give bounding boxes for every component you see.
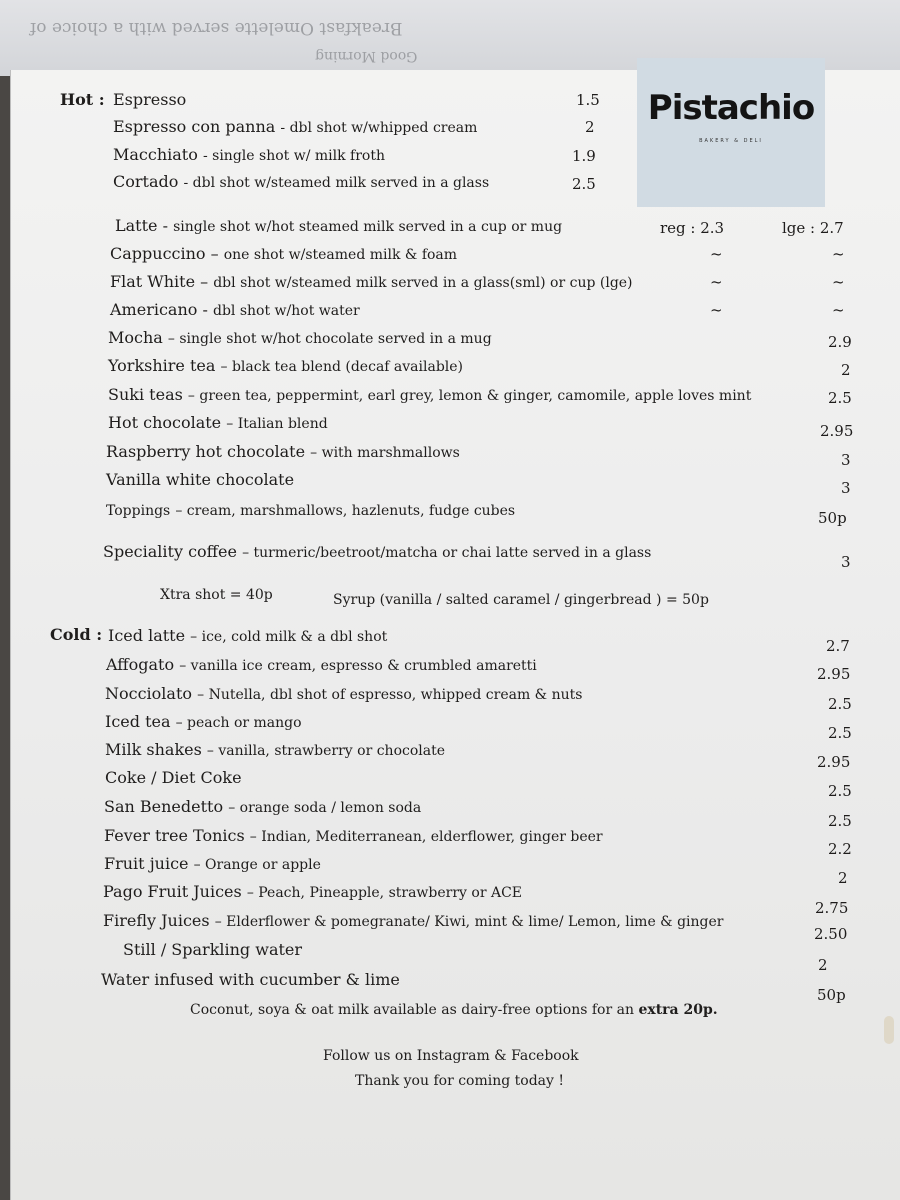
item-price: 2.2	[828, 840, 852, 858]
item-desc: – Peach, Pineapple, strawberry or ACE	[246, 885, 523, 901]
logo-tagline: BAKERY & DELI	[699, 138, 763, 144]
item-desc: – with marshmallows	[310, 445, 460, 461]
menu-item	[110, 244, 457, 265]
back-sheet-text: Breakfast Omelette served with a choice of	[30, 18, 403, 38]
item-name: Mocha	[108, 328, 163, 347]
item-desc: – turmeric/beetroot/matcha or chai latte served in a glass	[242, 545, 652, 561]
item-name: Yorkshire tea	[108, 356, 216, 375]
menu-item	[108, 413, 328, 434]
item-name: Vanilla white chocolate	[106, 470, 295, 489]
item-price: 2.5	[572, 175, 596, 193]
menu-item	[106, 500, 515, 521]
social-note: Follow us on Instagram & Facebook	[323, 1048, 579, 1064]
hot-heading: Hot :	[60, 90, 105, 109]
item-name: Cortado	[113, 172, 179, 191]
item-name: Flat White –	[110, 272, 209, 291]
item-name: Milk shakes	[105, 740, 202, 759]
item-name: Espresso	[113, 90, 187, 109]
item-name: Iced tea	[105, 712, 171, 731]
item-desc: – vanilla, strawberry or chocolate	[206, 743, 446, 759]
item-name: Coke / Diet Coke	[105, 768, 242, 787]
menu-item	[105, 712, 302, 733]
menu-item	[108, 385, 751, 406]
item-desc: – vanilla ice cream, espresso & crumbled amaretti	[179, 658, 537, 674]
item-name: Raspberry hot chocolate	[106, 442, 306, 461]
logo	[637, 58, 825, 207]
item-desc: – Elderflower & pomegranate/ Kiwi, mint & lime/ Lemon, lime & ginger	[214, 914, 724, 930]
menu-item	[110, 272, 633, 293]
item-desc: dbl shot w/steamed milk served in a glass(sml) or cup (lge)	[213, 275, 633, 291]
item-price: 3	[841, 479, 851, 497]
menu-item	[113, 117, 477, 138]
item-price: 50p	[818, 509, 847, 527]
menu-item	[103, 542, 651, 563]
paper-stain	[884, 1016, 894, 1044]
syrup-note: Syrup (vanilla / salted caramel / gingerbread ) = 50p	[333, 592, 709, 608]
thanks-note: Thank you for coming today !	[355, 1073, 565, 1089]
item-name: Speciality coffee	[103, 542, 237, 561]
item-desc: – ice, cold milk & a dbl shot	[190, 629, 388, 645]
item-desc: – cream, marshmallows, hazlenuts, fudge cubes	[175, 503, 516, 519]
menu-item	[113, 145, 385, 166]
menu-item	[105, 684, 582, 705]
logo-name: Pistachio	[647, 88, 815, 128]
item-price: 2.5	[828, 724, 852, 742]
item-price-lge: ~	[832, 301, 845, 319]
menu-item	[104, 854, 321, 875]
menu-item	[104, 826, 603, 847]
menu-item	[103, 911, 724, 932]
item-name: Americano -	[110, 300, 208, 319]
item-desc: dbl shot w/hot water	[212, 303, 360, 319]
item-price: 2.5	[828, 389, 852, 407]
item-name: Water infused with cucumber & lime	[101, 970, 400, 989]
item-name: Macchiato	[113, 145, 198, 164]
item-price: 2.5	[828, 695, 852, 713]
item-desc: – black tea blend (decaf available)	[220, 359, 464, 375]
item-name: Still / Sparkling water	[123, 940, 303, 959]
item-desc: one shot w/steamed milk & foam	[223, 247, 458, 263]
item-price: 2.5	[828, 812, 852, 830]
size-label-reg: reg : 2.3	[660, 219, 725, 237]
item-price: 2.9	[828, 333, 852, 351]
item-name: Suki teas	[108, 385, 183, 404]
dairy-free-text: Coconut, soya & oat milk available as dairy-free options for an	[190, 1002, 634, 1018]
item-price: 2	[585, 118, 595, 136]
item-name: Latte -	[115, 216, 168, 235]
item-price-lge: ~	[832, 245, 845, 263]
item-price: 2.95	[817, 665, 851, 683]
item-price-reg: ~	[710, 273, 723, 291]
item-desc: – Indian, Mediterranean, elderflower, ginger beer	[249, 829, 603, 845]
item-price: 50p	[817, 986, 846, 1004]
item-desc: - dbl shot w/steamed milk served in a glass	[183, 175, 490, 191]
dairy-free-extra: extra 20p.	[638, 1002, 718, 1018]
item-name: Affogato	[106, 655, 175, 674]
menu-item	[106, 655, 537, 676]
item-desc: single shot w/hot steamed milk served in a cup or mug	[173, 219, 563, 235]
menu-item	[113, 172, 489, 193]
back-sheet-text: Good Morning	[315, 48, 418, 64]
menu-item	[110, 300, 360, 321]
dairy-free-note	[190, 1000, 718, 1020]
item-price-reg: ~	[710, 245, 723, 263]
item-name: Fruit juice	[104, 854, 189, 873]
item-name: Espresso con panna	[113, 117, 276, 136]
menu-item	[101, 970, 400, 990]
item-price: 3	[841, 553, 851, 571]
item-desc: – Italian blend	[226, 416, 328, 432]
item-price: 3	[841, 451, 851, 469]
item-price: 2.95	[817, 753, 851, 771]
menu-item	[115, 216, 562, 237]
item-price: 2	[838, 869, 848, 887]
cold-heading: Cold :	[50, 625, 103, 644]
item-desc: – single shot w/hot chocolate served in a mug	[167, 331, 492, 347]
menu-item	[103, 882, 522, 903]
item-desc: – green tea, peppermint, earl grey, lemon & ginger, camomile, apple loves mint	[187, 388, 752, 404]
item-price-lge: ~	[832, 273, 845, 291]
menu-item	[106, 470, 294, 490]
item-price: 2.7	[826, 637, 850, 655]
item-name: Pago Fruit Juices	[103, 882, 242, 901]
item-desc: – orange soda / lemon soda	[228, 800, 422, 816]
item-price: 1.5	[576, 91, 600, 109]
item-price: 1.9	[572, 147, 596, 165]
item-desc: – Orange or apple	[193, 857, 321, 873]
item-price: 2.5	[828, 782, 852, 800]
item-name: Toppings	[106, 503, 171, 519]
xtra-shot-note: Xtra shot = 40p	[160, 587, 273, 603]
item-price-reg: ~	[710, 301, 723, 319]
menu-item	[123, 940, 302, 960]
item-name: Nocciolato	[105, 684, 193, 703]
menu-item	[105, 740, 445, 761]
menu-item	[108, 356, 463, 377]
item-name: Hot chocolate	[108, 413, 222, 432]
item-price: 2	[841, 361, 851, 379]
item-desc: – Nutella, dbl shot of espresso, whipped cream & nuts	[197, 687, 583, 703]
menu-item	[105, 768, 242, 788]
item-price: 2.75	[815, 899, 849, 917]
item-price: 2.50	[814, 925, 848, 943]
item-price: 2	[818, 956, 828, 974]
item-name: Iced latte	[108, 626, 186, 645]
item-desc: - single shot w/ milk froth	[202, 148, 385, 164]
menu-item	[108, 328, 492, 349]
menu-item	[106, 442, 460, 463]
item-name: San Benedetto	[104, 797, 224, 816]
item-desc: - dbl shot w/whipped cream	[280, 120, 478, 136]
menu-item	[108, 626, 387, 647]
item-desc: – peach or mango	[175, 715, 302, 731]
menu-item	[113, 90, 186, 110]
size-label-lge: lge : 2.7	[782, 219, 844, 237]
item-name: Cappuccino –	[110, 244, 219, 263]
item-name: Firefly Juices	[103, 911, 210, 930]
menu-item	[104, 797, 421, 818]
item-name: Fever tree Tonics	[104, 826, 245, 845]
item-price: 2.95	[820, 422, 854, 440]
